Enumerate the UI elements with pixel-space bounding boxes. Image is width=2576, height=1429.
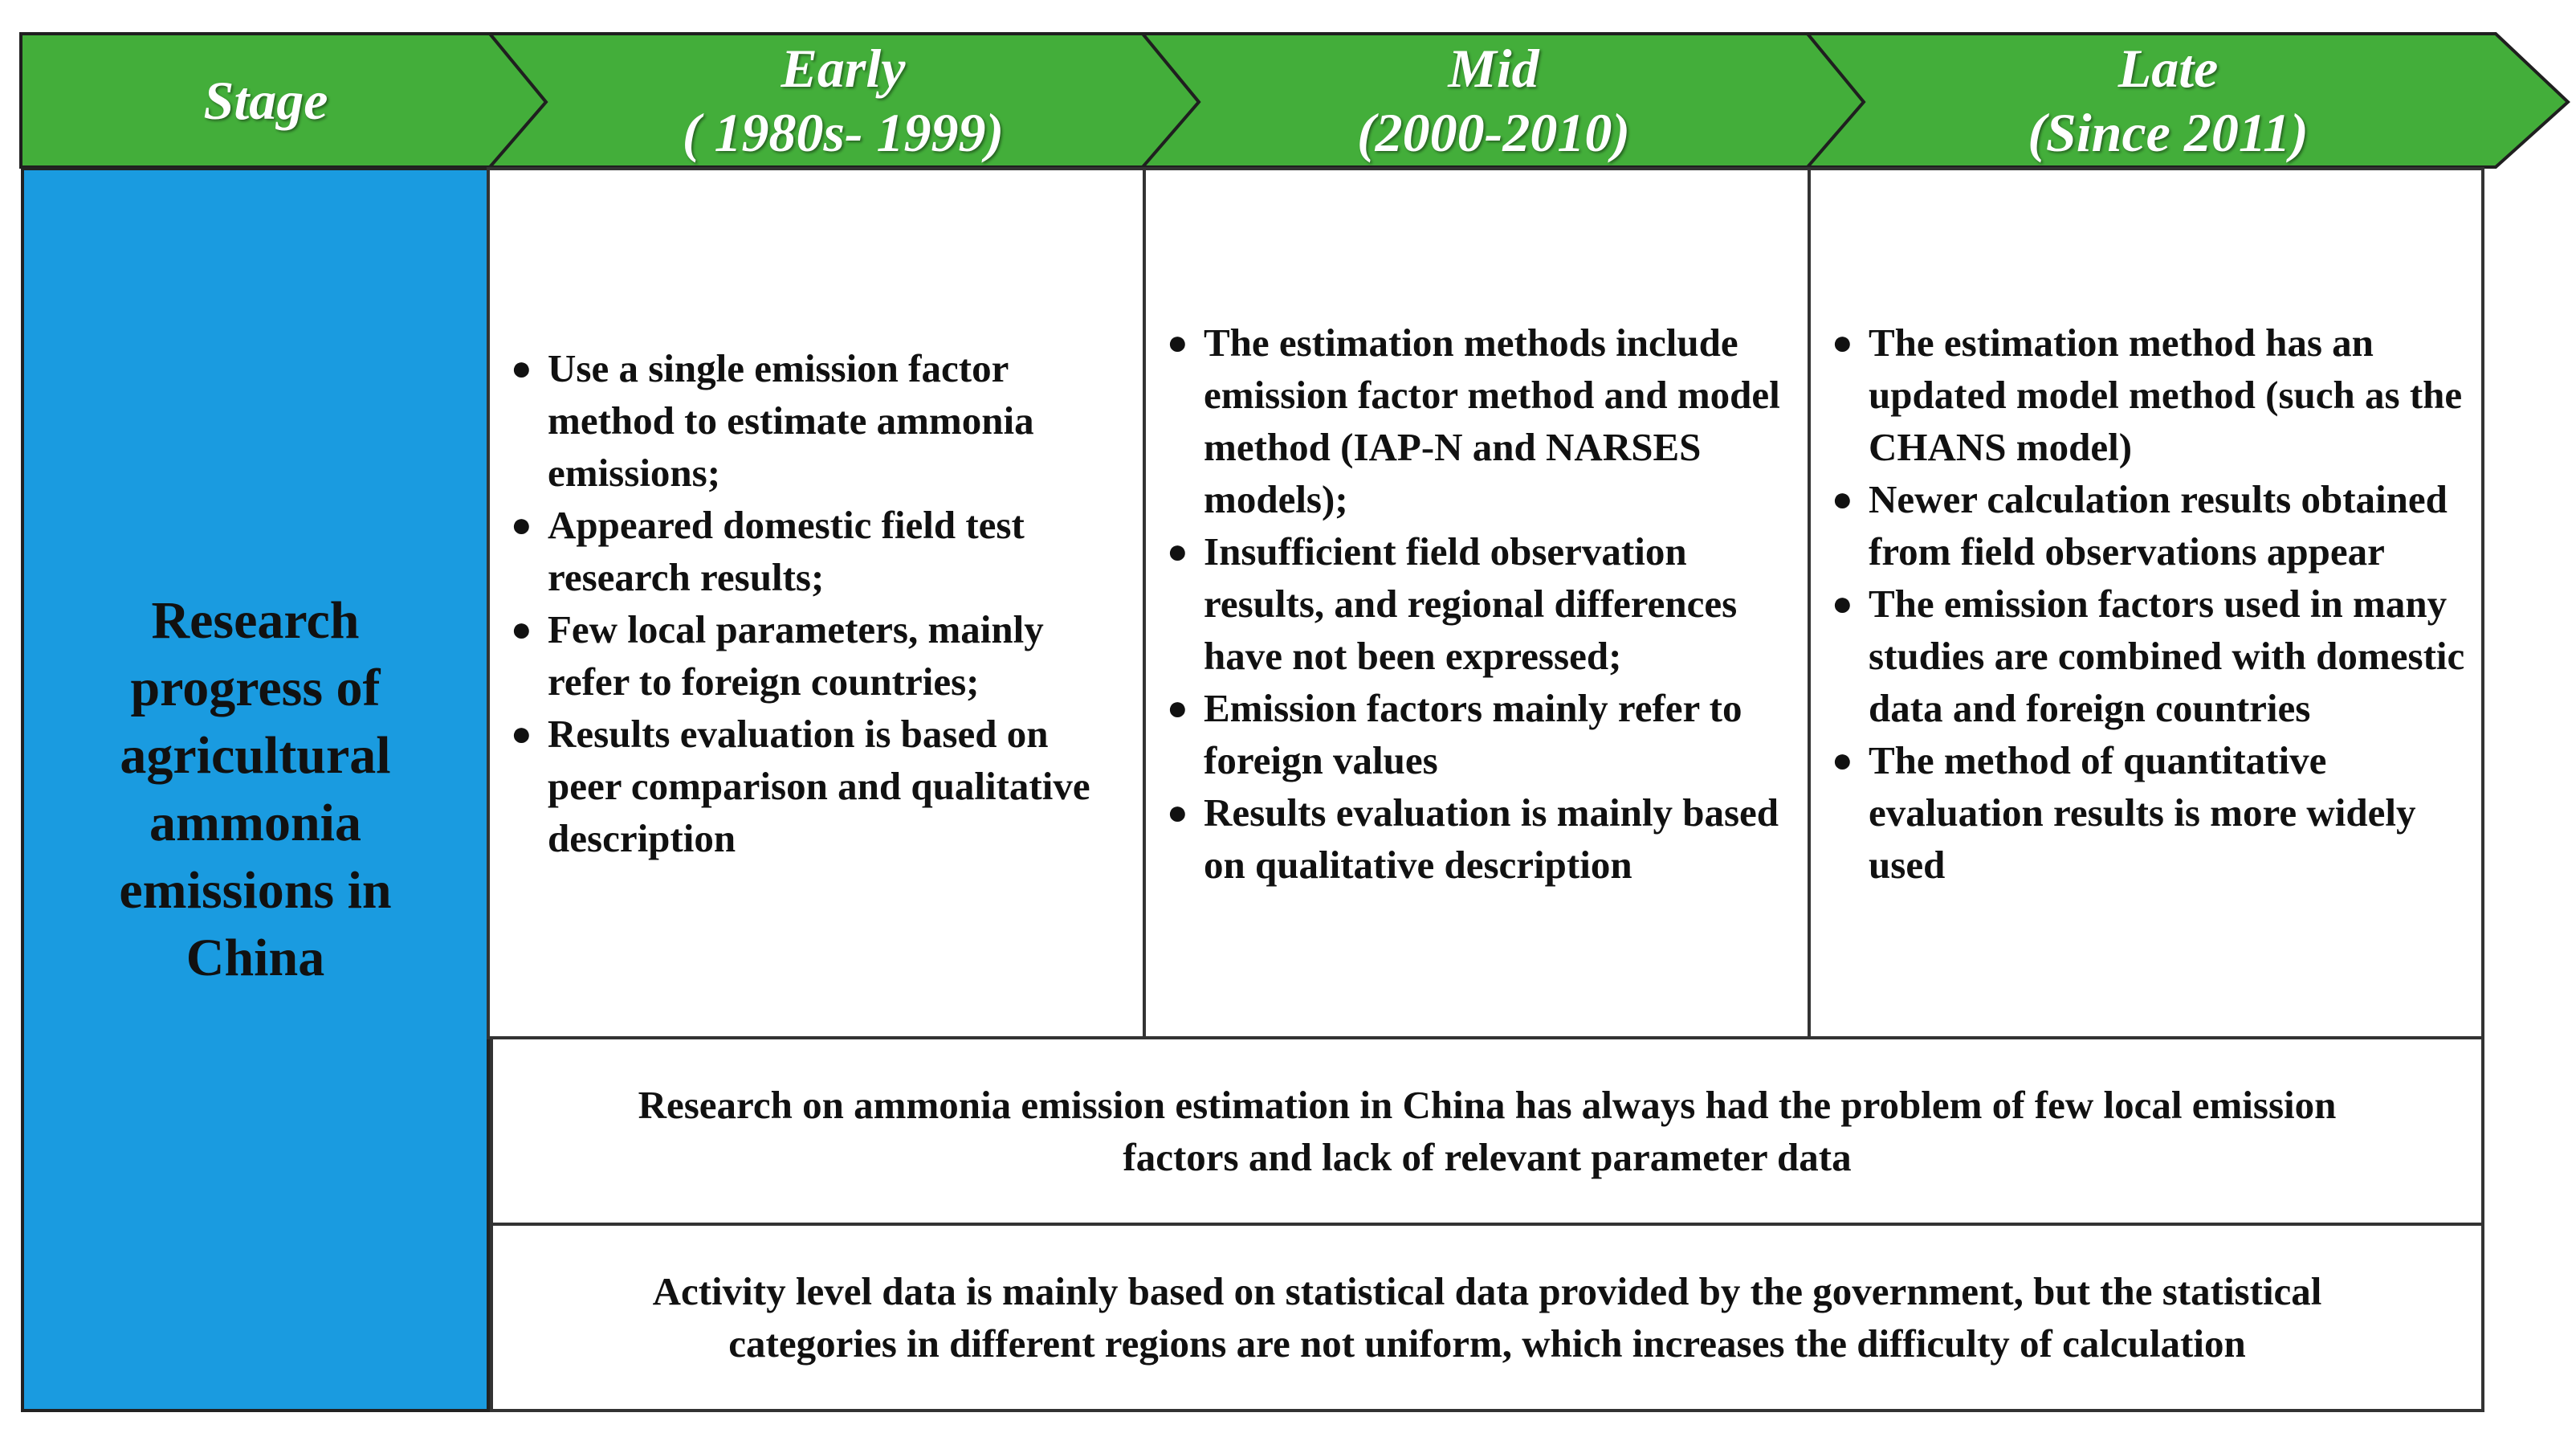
bullet-text: The estimation methods include emission factor method and model method (IAP-N and NARSES models); <box>1204 320 1780 521</box>
bullet-item <box>511 708 1127 864</box>
bullet-item <box>1167 525 1791 682</box>
bullet-text: Newer calculation results obtained from field observations appear <box>1869 476 2448 574</box>
note-local-factors <box>490 1036 2484 1226</box>
bullet-dot: ● <box>1167 322 1188 362</box>
bullet-dot: ● <box>511 610 532 649</box>
bullet-text: The estimation method has an updated model method (such as the CHANS model) <box>1869 320 2463 469</box>
bullet-item <box>1832 734 2465 891</box>
bullet-dot: ● <box>1832 322 1853 362</box>
bullet-text: Use a single emission factor method to estimate ammonia emissions; <box>548 346 1034 495</box>
bullet-dot: ● <box>1832 583 1853 623</box>
bullet-dot: ● <box>511 505 532 545</box>
bullet-item <box>1167 682 1791 786</box>
bullet-text: Appeared domestic field test research results; <box>548 503 1025 599</box>
period-name: Early <box>781 38 906 99</box>
period-range: (2000-2010) <box>1357 102 1630 163</box>
header-period-early <box>530 34 1156 167</box>
period-range: ( 1980s- 1999) <box>682 102 1005 163</box>
bullet-dot: ● <box>511 714 532 753</box>
column-mid <box>1143 167 1811 1039</box>
bullet-dot: ● <box>1167 792 1188 832</box>
bullet-text: The emission factors used in many studies are combined with domestic data and foreign countries <box>1869 581 2465 730</box>
bullet-item <box>1167 316 1791 525</box>
bullet-item <box>511 603 1127 708</box>
bullet-dot: ● <box>1832 740 1853 780</box>
period-name: Late <box>2117 38 2219 99</box>
header-period-mid <box>1188 34 1799 167</box>
bullet-dot: ● <box>511 349 532 388</box>
note-text: Research on ammonia emission estimation in China has always had the problem of few local emission factors and lack of relevant parameter data <box>638 1083 2337 1179</box>
stage-label-text: Stage <box>203 70 328 131</box>
note-activity-data <box>490 1223 2484 1412</box>
header-period-late <box>1847 34 2489 167</box>
bullet-list <box>490 342 1143 864</box>
bullet-text: Insufficient field observation results, and regional differences have not been expressed; <box>1204 529 1738 678</box>
bullet-item <box>1167 786 1791 891</box>
bullet-dot: ● <box>1832 479 1853 519</box>
bullet-text: Results evaluation is based on peer comparison and qualitative description <box>548 712 1090 860</box>
period-range: (Since 2011) <box>2028 102 2309 163</box>
bullet-item <box>511 499 1127 603</box>
bullet-text: The method of quantitative evaluation results is more widely used <box>1869 737 2416 887</box>
bullet-item <box>1832 578 2465 734</box>
column-early <box>487 167 1146 1039</box>
stage-cell-text: Research progress of agricultural ammonia emissions in China <box>119 591 392 987</box>
stage-cell <box>21 167 490 1412</box>
header-stage-label <box>21 34 511 167</box>
bullet-list <box>1146 316 1808 891</box>
note-text: Activity level data is mainly based on statistical data provided by the government, but the statistical categories in different regions are not uniform, which increases the difficulty of calculation <box>652 1269 2322 1366</box>
bullet-dot: ● <box>1167 688 1188 728</box>
period-name: Mid <box>1448 38 1539 99</box>
bullet-item <box>1832 316 2465 473</box>
column-late <box>1808 167 2484 1039</box>
bullet-text: Few local parameters, mainly refer to foreign countries; <box>548 607 1044 704</box>
bullet-item <box>1832 473 2465 578</box>
bullet-item <box>511 342 1127 499</box>
bullet-text: Emission factors mainly refer to foreign values <box>1204 685 1742 782</box>
bullet-dot: ● <box>1167 531 1188 571</box>
bullet-text: Results evaluation is mainly based on qualitative description <box>1204 790 1779 887</box>
bullet-list <box>1811 316 2481 891</box>
